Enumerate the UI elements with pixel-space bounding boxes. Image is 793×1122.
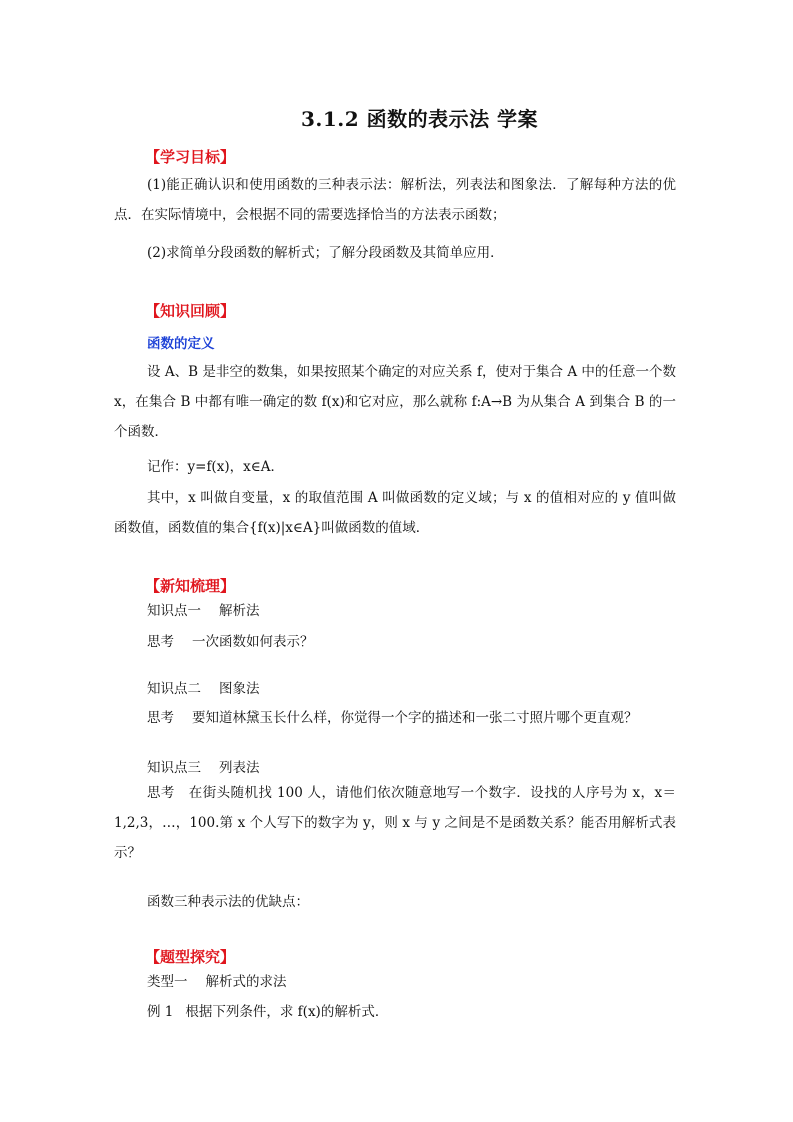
knowledge-point-2 xyxy=(147,677,260,697)
type-1 xyxy=(147,970,287,990)
section-heading-new-knowledge: 【新知梳理】 xyxy=(145,577,236,595)
knowledge-point-1 xyxy=(147,599,260,619)
thinking-3: 思考 在街头随机找 100 人，请他们依次随意地写一个数字．设找的人序号为 x，x＝1,2,3，…，100.第 x 个人写下的数字为 y，则 x 与 y 之间是不是函数关系？能否用解析式表示？ xyxy=(114,785,676,861)
goal-paragraph-2: (2)求简单分段函数的解析式；了解分段函数及其简单应用． xyxy=(147,245,504,261)
type-1-title: 解析式的求法 xyxy=(205,974,287,990)
thinking-1 xyxy=(147,630,314,650)
knowledge-point-2-label: 知识点二 xyxy=(147,681,201,697)
knowledge-point-1-title: 解析法 xyxy=(219,603,260,619)
page-title: 3.1.2 函数的表示法 学案 xyxy=(300,107,539,131)
thinking-1-text: 一次函数如何表示？ xyxy=(192,634,314,650)
section-heading-review: 【知识回顾】 xyxy=(145,302,236,320)
thinking-2-label: 思考 xyxy=(147,710,174,726)
example-1-label: 例 1 xyxy=(147,1004,174,1020)
knowledge-point-3-label: 知识点三 xyxy=(147,760,201,776)
thinking-2-text: 要知道林黛玉长什么样，你觉得一个字的描述和一张二寸照片哪个更直观？ xyxy=(192,710,638,726)
example-1 xyxy=(147,1000,388,1020)
section-heading-problem-types: 【题型探究】 xyxy=(145,948,236,966)
definition-paragraph: 设 A、B 是非空的数集，如果按照某个确定的对应关系 f，使对于集合 A 中的任意一个数 x，在集合 B 中都有唯一确定的数 f(x)和它对应，那么就称 f:A→B 为从集合 A 到集合 B 的一个函数． xyxy=(114,364,676,440)
definition-notation: 记作：y=f(x)，x∈A． xyxy=(147,459,284,475)
knowledge-point-2-title: 图象法 xyxy=(219,681,260,697)
thinking-2 xyxy=(147,706,638,726)
subheading-function-definition: 函数的定义 xyxy=(147,336,215,352)
thinking-1-label: 思考 xyxy=(147,634,174,650)
knowledge-point-3 xyxy=(147,756,260,776)
goal-paragraph-1: (1)能正确认识和使用函数的三种表示法：解析法，列表法和图象法．了解每种方法的优点．在实际情境中，会根据不同的需要选择恰当的方法表示函数； xyxy=(114,177,676,223)
definition-explanation: 其中，x 叫做自变量，x 的取值范围 A 叫做函数的定义域；与 x 的值相对应的 y 值叫做函数值，函数值的集合{f(x)|x∈A}叫做函数的值域． xyxy=(114,490,676,536)
type-1-label: 类型一 xyxy=(147,974,188,990)
knowledge-point-3-title: 列表法 xyxy=(219,760,260,776)
pros-cons-line: 函数三种表示法的优缺点： xyxy=(147,894,309,910)
section-heading-goals: 【学习目标】 xyxy=(145,148,236,166)
example-1-text: 根据下列条件，求 f(x)的解析式． xyxy=(185,1004,389,1020)
knowledge-point-1-label: 知识点一 xyxy=(147,603,201,619)
